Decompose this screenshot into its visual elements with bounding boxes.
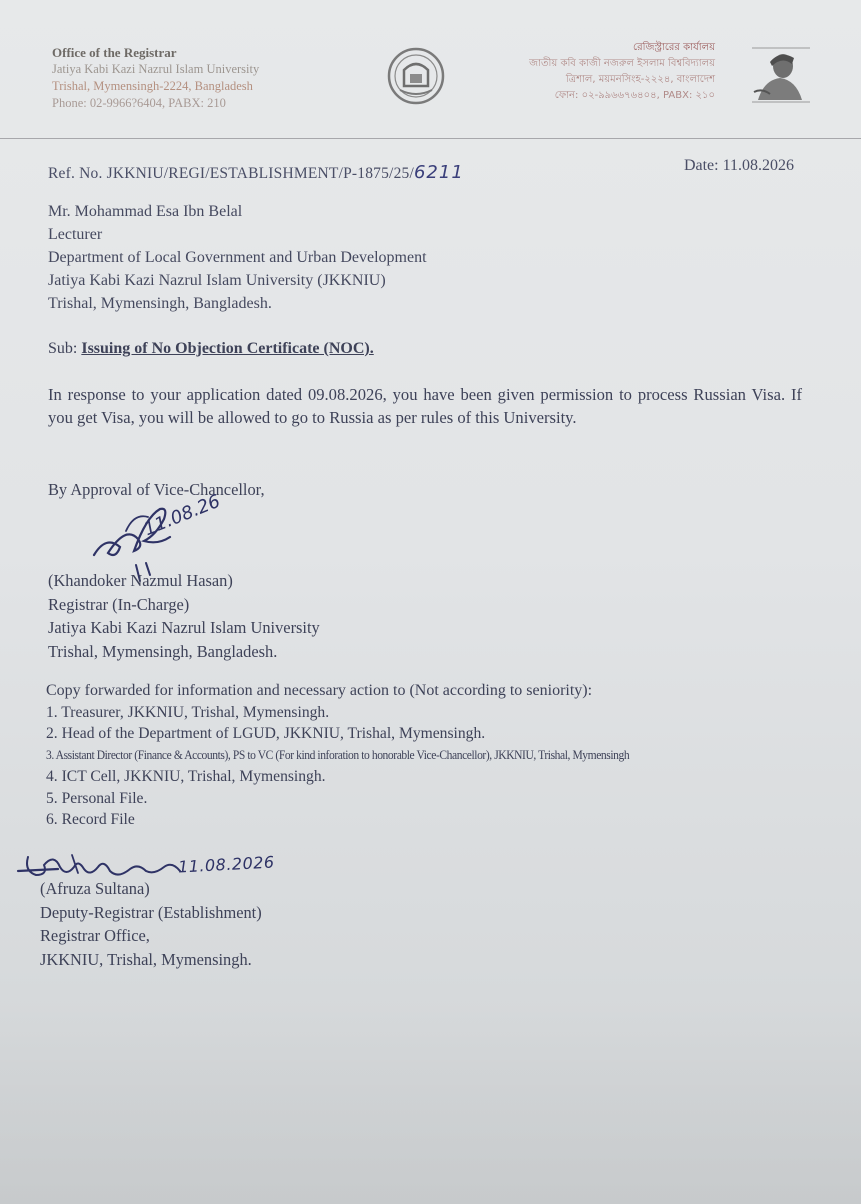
registrar-university: Jatiya Kabi Kazi Nazrul Islam University xyxy=(48,618,320,637)
list-item: 3. Assistant Director (Finance & Accounts), PS to VC (For kind inforation to honorable Vice-Chancellor), JKKNIU, Trishal, Mymensingh xyxy=(46,747,630,762)
deputy-registrar-office: Registrar Office, xyxy=(40,926,150,945)
copy-forwarded-title: Copy forwarded for information and necessary action to (Not according to seniority): xyxy=(46,682,593,699)
recipient-designation: Lecturer xyxy=(48,226,103,243)
office-name-en: Office of the Registrar xyxy=(52,45,177,60)
phone-bn: ফোন: ০২-৯৯৬৬৭৬৪০৪, PABX: ২১০ xyxy=(554,90,715,101)
recipient-location: Trishal, Mymensingh, Bangladesh. xyxy=(48,295,272,312)
ref-printed: Ref. No. JKKNIU/REGI/ESTABLISHMENT/P-1875/25/ xyxy=(48,165,414,182)
letterhead-english xyxy=(52,44,352,112)
address-en: Trishal, Mymensingh-2224, Bangladesh xyxy=(52,79,253,93)
subject-text: Issuing of No Objection Certificate (NOC). xyxy=(81,340,374,357)
deputy-registrar-signature-block xyxy=(40,877,262,971)
deputy-registrar-name: (Afruza Sultana) xyxy=(40,879,150,898)
registrar-name: (Khandoker Nazmul Hasan) xyxy=(48,571,233,590)
recipient-address xyxy=(48,200,427,315)
subject-label: Sub: xyxy=(48,340,78,357)
list-item: 6. Record File xyxy=(46,811,135,828)
phone-en: Phone: 02-9966?6404, PABX: 210 xyxy=(52,96,226,110)
registrar-signature-date: 11.08.26 xyxy=(141,490,224,541)
copy-forwarded-list xyxy=(46,680,666,831)
list-item: 2. Head of the Department of LGUD, JKKNIU, Trishal, Mymensingh. xyxy=(46,725,486,742)
list-item: 1. Treasurer, JKKNIU, Trishal, Mymensingh. xyxy=(46,703,330,721)
deputy-registrar-title: Deputy-Registrar (Establishment) xyxy=(40,902,262,922)
letter-date: Date: 11.08.2026 xyxy=(683,157,794,174)
paper-shadow xyxy=(0,1000,861,1204)
letterhead-bangla xyxy=(455,40,715,104)
registrar-title: Registrar (In-Charge) xyxy=(48,594,190,614)
letterhead xyxy=(0,0,861,140)
address-bn: ত্রিশাল, ময়মনসিংহ-২২২৪, বাংলাদেশ xyxy=(565,74,715,85)
letter-body: In response to your application dated 09.08.2026, you have been given permission to process Russian Visa. If you get Visa, you will be allowed to go to Russia as per rules of this University. xyxy=(48,385,802,427)
recipient-department: Department of Local Government and Urban Development xyxy=(48,249,427,266)
founder-portrait-icon xyxy=(750,44,812,106)
deputy-registrar-address: JKKNIU, Trishal, Mymensingh. xyxy=(40,949,252,969)
subject-line xyxy=(48,340,374,358)
reference-number xyxy=(48,162,464,183)
registrar-address: Trishal, Mymensingh, Bangladesh. xyxy=(48,641,278,661)
approval-line: By Approval of Vice-Chancellor, xyxy=(48,480,265,499)
letterhead-divider xyxy=(0,138,861,139)
recipient-university: Jatiya Kabi Kazi Nazrul Islam University (JKKNIU) xyxy=(48,272,386,289)
university-name-en: Jatiya Kabi Kazi Nazrul Islam University xyxy=(52,62,260,76)
university-emblem-icon xyxy=(386,46,446,106)
registrar-signature-block xyxy=(48,569,320,663)
recipient-name: Mr. Mohammad Esa Ibn Belal xyxy=(48,203,243,220)
list-item: 5. Personal File. xyxy=(46,789,148,807)
deputy-registrar-signature-date: 11.08.2026 xyxy=(177,852,276,877)
list-item: 4. ICT Cell, JKKNIU, Trishal, Mymensingh. xyxy=(46,768,326,785)
office-name-bn: রেজিস্ট্রারের কার্যালয় xyxy=(633,42,715,53)
university-name-bn: জাতীয় কবি কাজী নজরুল ইসলাম বিশ্ববিদ্যালয় xyxy=(529,58,715,69)
ref-handwritten: 6211 xyxy=(413,162,464,183)
